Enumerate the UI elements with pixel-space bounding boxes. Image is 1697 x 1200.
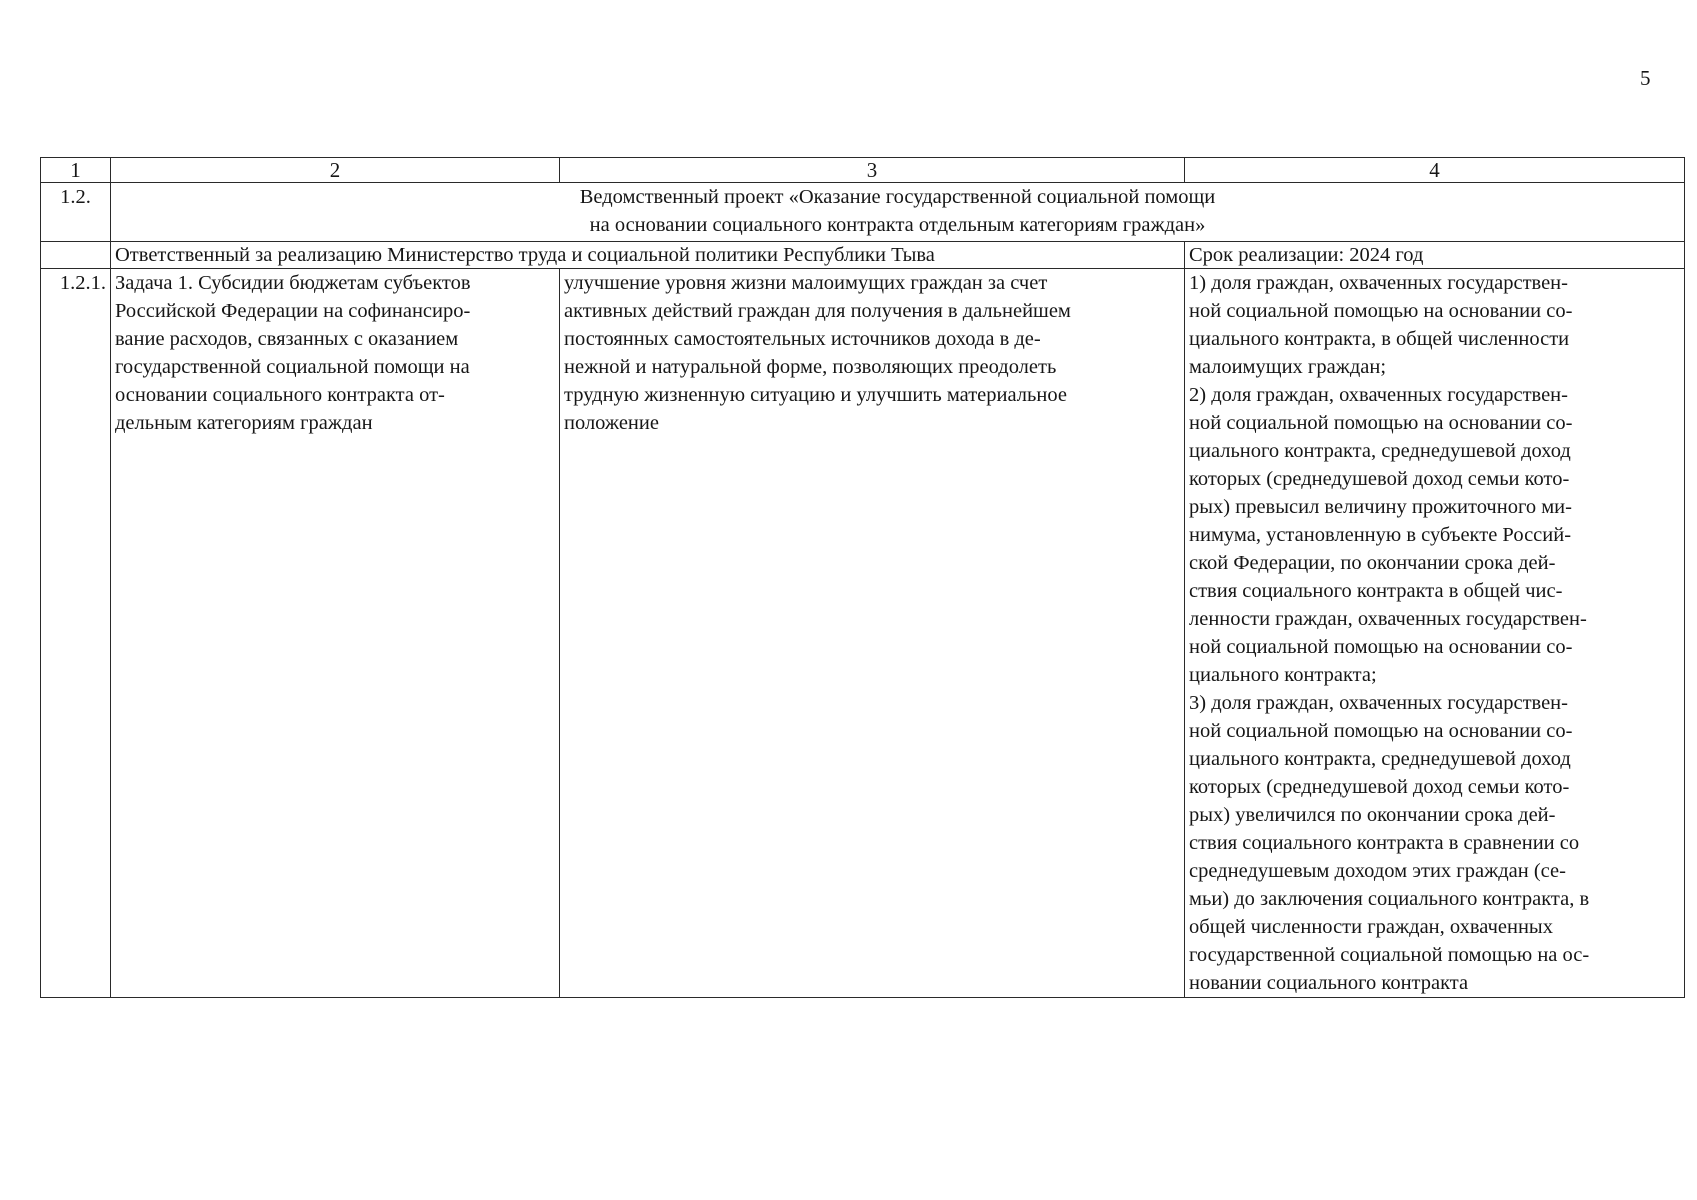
section-row [41,183,1685,242]
task-title: Задача 1. Субсидии бюджетам субъектов Российской Федерации на софинансиро- вание расходов, связанных с оказанием государственной социальной помощи на основании социального контракта от- дельным категориям граждан [111,269,560,998]
task-row [41,269,1685,998]
task-number: 1.2.1. [41,269,111,998]
column-number-1: 1 [41,158,111,183]
implementation-term: Срок реализации: 2024 год [1185,242,1685,269]
responsible-row [41,242,1685,269]
project-table [40,157,1685,998]
column-number-4: 4 [1185,158,1685,183]
column-number-2: 2 [111,158,560,183]
task-effect: улучшение уровня жизни малоимущих граждан за счет активных действий граждан для получения в дальнейшем постоянных самостоятельных источников дохода в де- нежной и натуральной форме, позволяющих преодолеть трудную жизненную ситуацию и улучшить материальное положение [560,269,1185,998]
responsible-empty-cell [41,242,111,269]
column-number-3: 3 [560,158,1185,183]
section-title-line-1: Ведомственный проект «Оказание государственной социальной помощи [579,186,1216,208]
responsible-text: Ответственный за реализацию Министерство труда и социальной политики Республики Тыва [111,242,1185,269]
column-number-row [41,158,1685,183]
section-title-line-2: на основании социального контракта отдельным категориям граждан» [589,214,1206,236]
page-number: 5 [1640,66,1651,90]
task-indicators: 1) доля граждан, охваченных государствен- ной социальной помощью на основании со- циального контракта, в общей численности малоимущих граждан; 2) доля граждан, охваченных государствен- ной социальной помощью на основании со- циального контракта, среднедушевой доход которых (среднедушевой доход семьи кото- рых) превысил величину прожиточного ми- нимума, установленную в субъекте Россий- ской Федерации, по окончании срока дей- ствия социального контракта в общей чис- ленности граждан, охваченных государствен- ной социальной помощью на основании со- циального контракта; 3) доля граждан, охваченных государствен- ной социальной помощью на основании со- циального контракта, среднедушевой доход которых (среднедушевой доход семьи кото- рых) увеличился по окончании срока дей- ствия социального контракта в сравнении со среднедушевым доходом этих граждан (се- мьи) до заключения социального контракта, в общей численности граждан, охваченных государственной социальной помощью на ос- новании социального контракта [1185,269,1685,998]
section-number: 1.2. [41,183,111,242]
section-title [111,183,1685,242]
